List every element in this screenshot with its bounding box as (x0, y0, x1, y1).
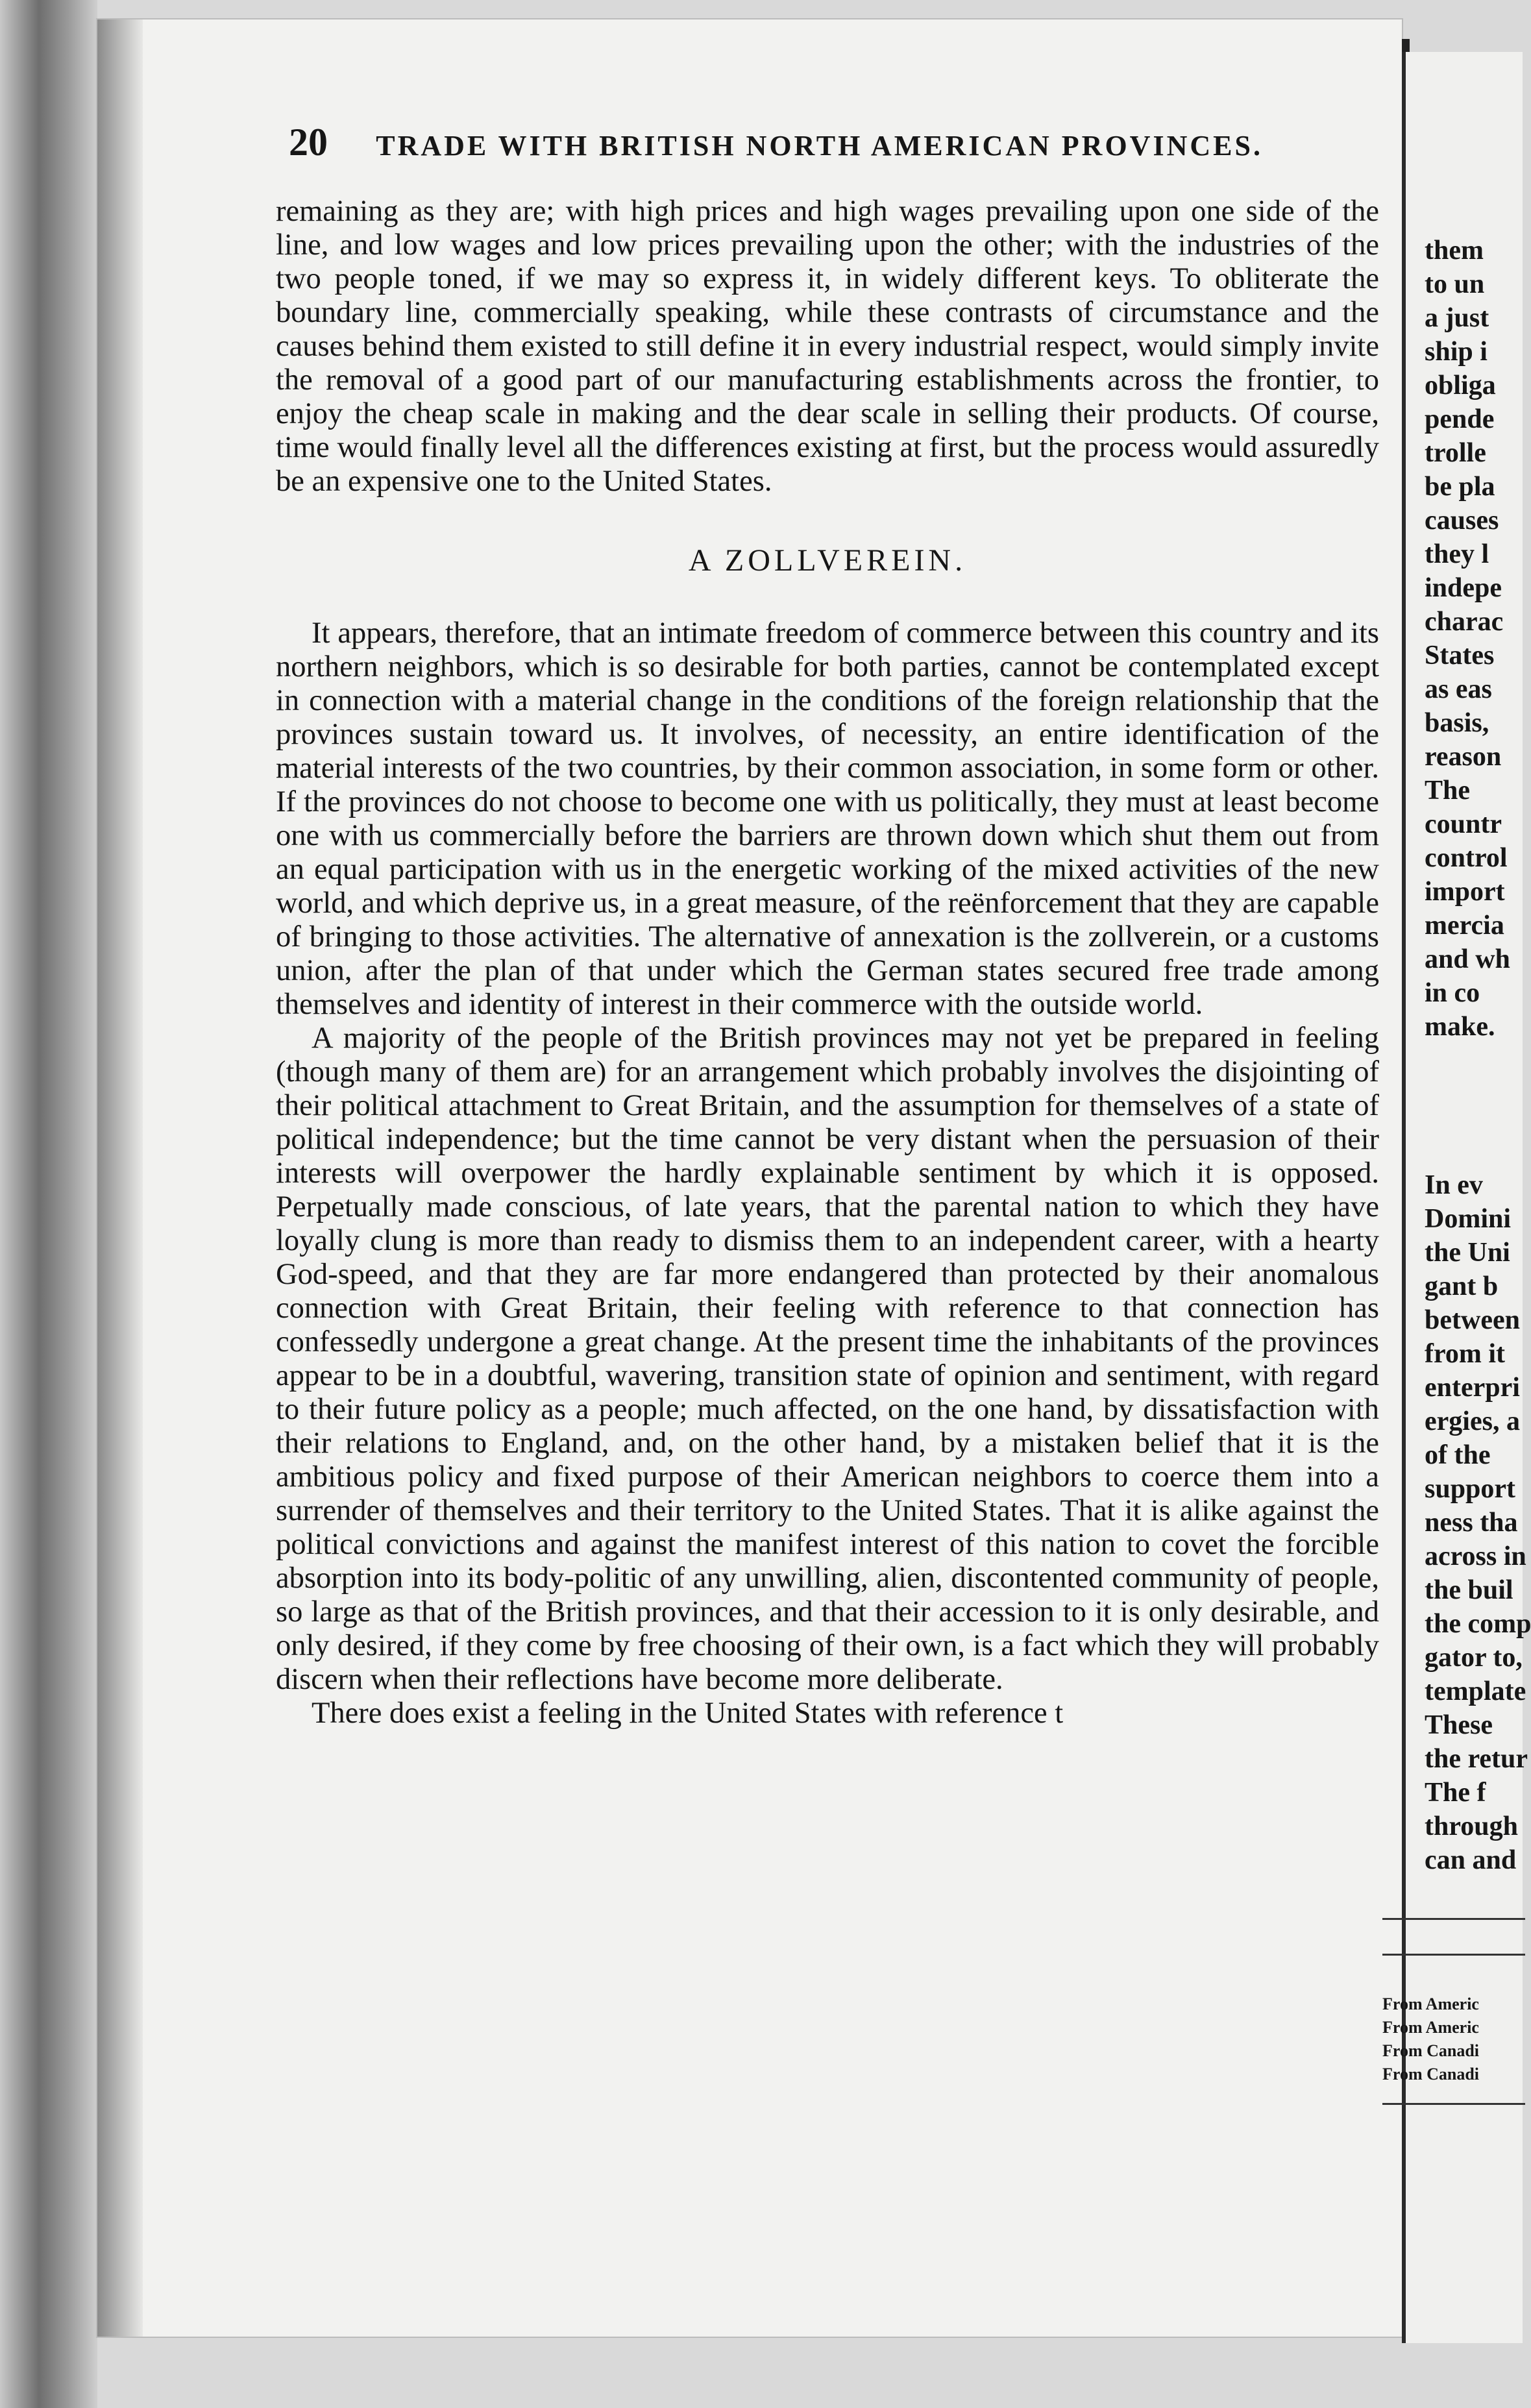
facing-page-line: between (1425, 1305, 1520, 1335)
facing-page-line: across in (1425, 1542, 1526, 1571)
paragraph: remaining as they are; with high prices and high wages prevailing upon one side of the line, and low wages and low prices prevailing upon the other; with the industries of the two people toned, if we may so express it, in widely different keys. To obliterate the boundary line, commercially speaking, while these contrasts of circumstance and the causes behind them existed to still define it in every industrial respect, would simply invite the removal of a good part of our manufacturing establishments across the frontier, to enjoy the cheap scale in making and the dear scale in selling their products. Of course, time would finally level all the differences existing at first, but the process would assuredly be an expensive one to the United States. (276, 195, 1379, 498)
facing-page-line: From Americ (1382, 1995, 1479, 2013)
facing-page-line: support (1425, 1474, 1516, 1504)
facing-page-line: can and (1425, 1845, 1517, 1875)
facing-page-line: ness tha (1425, 1508, 1518, 1538)
facing-page-line: mercia (1425, 911, 1504, 940)
paragraph: There does exist a feeling in the United States with reference t (312, 1697, 1064, 1730)
facing-page-line: ergies, a (1425, 1407, 1520, 1436)
facing-page-line: be pla (1425, 472, 1495, 502)
body-text (276, 195, 1379, 1730)
facing-page-line: charac (1425, 607, 1504, 637)
facing-page-line: In ev (1425, 1170, 1483, 1200)
book-gutter (0, 0, 97, 2408)
facing-page-line: of the (1425, 1440, 1491, 1470)
facing-page-line: the buil (1425, 1575, 1513, 1605)
facing-page-line: they l (1425, 539, 1489, 569)
facing-page-line: the retur (1425, 1744, 1528, 1774)
page-number: 20 (289, 121, 328, 164)
facing-page-line: through (1425, 1812, 1518, 1841)
facing-page-line: a just (1425, 303, 1489, 333)
table-rule (1382, 1954, 1525, 1956)
paragraph: A majority of the people of the British provinces may not yet be prepared in feeling (though many of them are) for an arrangement which probably involves the disjointing of their political attachment to Great Britain, and the assumption for themselves of a state of political independence; but the time cannot be very distant when the persuasion of their interests will overpower the hardly explainable sentiment by which it is opposed. Perpetually made conscious, of late years, that the parental nation to which they have loyally clung is more than ready to dismiss them to an independent career, with a hearty God-speed, and that they are far more endangered than protected by their anomalous connection with Great Britain, their feeling with reference to that connection has confessedly undergone a great change. At the present time the inhabitants of the provinces appear to be in a doubtful, wavering, transition state of opinion and sentiment, with regard to their future policy as a people; much affected, on the one hand, by dissatisfaction with their relations to England, and, on the other hand, by a mistaken belief that it is the ambitious policy and fixed purpose of their American neighbors to coerce them into a surrender of themselves and their territory to the United States. That it is alike against the political convictions and against the manifest interest of this nation to covet the forcible absorption into its body-politic of any unwilling, alien, discontented community of people, so large as that of the British provinces, and that their accession to it is only desirable, and only desired, if they come by free choosing of their own, is a fact which they will probably discern when their reflections have become more deliberate. (276, 1022, 1379, 1696)
facing-page-line: reason (1425, 742, 1502, 772)
facing-page-line: import (1425, 877, 1505, 907)
facing-page-lower-text (1425, 1168, 1531, 1877)
facing-page-line: ship i (1425, 337, 1488, 367)
running-head (289, 120, 1314, 165)
facing-page-line: in co (1425, 978, 1480, 1008)
facing-page-line: gator to, (1425, 1643, 1523, 1673)
facing-page-line: trolle (1425, 438, 1486, 468)
table-rule (1382, 2103, 1525, 2105)
table-rule (1382, 1918, 1525, 1920)
facing-page-line: gant b (1425, 1272, 1499, 1301)
facing-page-line: the Uni (1425, 1238, 1510, 1268)
facing-page-line: as eas (1425, 674, 1492, 704)
facing-page-line: The f (1425, 1778, 1486, 1808)
facing-page-line: From Americ (1382, 2018, 1479, 2037)
paragraph: It appears, therefore, that an intimate freedom of commerce between this country and its northern neighbors, which is so desirable for both parties, cannot be contemplated except in connection with a material change in the conditions of the foreign relationship that the provinces sustain toward us. It involves, of necessity, an entire identification of the material interests of the two countries, by their common association, in some form or other. If the provinces do not choose to become one with us politically, they must at least become one with us commercially before the barriers are thrown down which shut them out from an equal participation with us in the energetic working of the mixed activities of the new world, and which deprive us, in a great measure, of the reënforcement that they are capable of bringing to those activities. The alternative of annexation is the zollverein, or a customs union, after the plan of that under which the German states secured free trade among themselves and identity of interest in their commerce with the outside world. (276, 617, 1379, 1021)
facing-page-line: From Canadi (1382, 2065, 1480, 2083)
facing-page-line: from it (1425, 1339, 1506, 1369)
facing-page-line: to un (1425, 269, 1485, 299)
facing-page-line: obliga (1425, 371, 1496, 400)
page-curl-shadow (97, 19, 143, 2337)
facing-page-upper-text (1425, 234, 1528, 1044)
facing-page-line: Domini (1425, 1204, 1512, 1234)
facing-page-line: and wh (1425, 944, 1510, 974)
facing-page-line: From Canadi (1382, 2041, 1480, 2060)
running-head-title: TRADE WITH BRITISH NORTH AMERICAN PROVINCES. (376, 130, 1263, 162)
facing-page-line: enterpri (1425, 1373, 1520, 1403)
facing-page-table (1382, 1993, 1525, 2086)
facing-page-line: causes (1425, 506, 1499, 535)
facing-page-line: make. (1425, 1012, 1495, 1042)
facing-page-line: pende (1425, 404, 1495, 434)
facing-page-line: States (1425, 641, 1495, 670)
facing-page-line: countr (1425, 809, 1502, 839)
facing-page-line: These (1425, 1710, 1493, 1740)
facing-page-line: template (1425, 1677, 1526, 1706)
facing-page-line: The (1425, 776, 1471, 805)
facing-page-line: basis, (1425, 708, 1489, 738)
facing-page-line: the comp (1425, 1609, 1531, 1639)
section-heading: A ZOLLVEREIN. (688, 543, 967, 578)
facing-page-line: indepe (1425, 573, 1502, 603)
facing-page-line: control (1425, 843, 1508, 873)
facing-page-line: them (1425, 236, 1484, 265)
